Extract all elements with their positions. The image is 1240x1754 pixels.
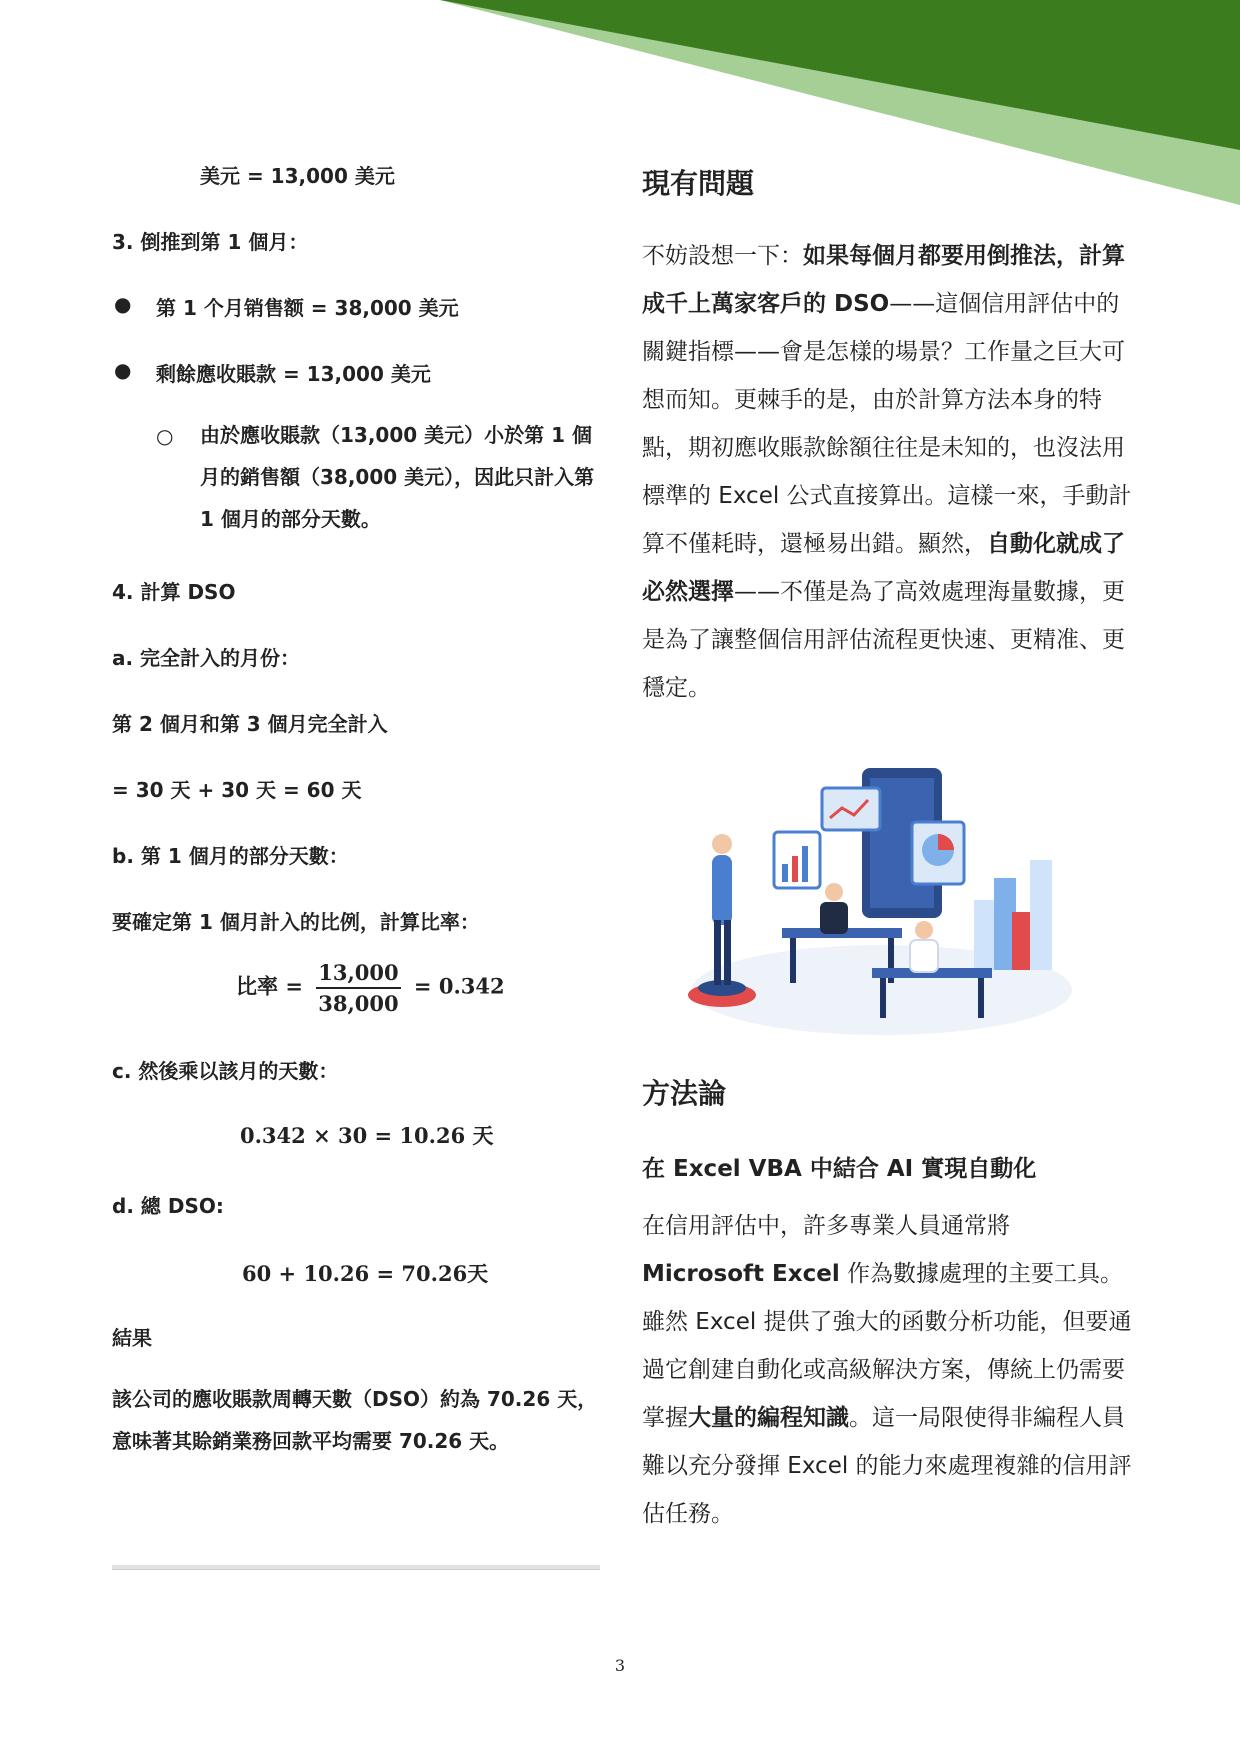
full-days-formula: = 30 天 + 30 天 = 60 天: [112, 778, 362, 802]
p1-bold-2: 自動化就成了必然選擇: [642, 531, 1125, 605]
ratio-fraction: [316, 960, 400, 1016]
p1-end: ——不僅是為了高效處理海量數據，更是為了讓整個信用評估流程更快速、更精准、更穩定。: [642, 579, 1125, 701]
usd-line: 美元 = 13,000 美元: [200, 164, 395, 188]
p1-bold-1: 如果每個月都要用倒推法，計算成千上萬家客戶的 DSO: [642, 243, 1125, 317]
page-number: 3: [614, 1656, 626, 1675]
subheading-vba-ai: 在 Excel VBA 中結合 AI 實現自動化: [642, 1156, 1037, 1182]
item-a: a. 完全計入的月份：: [112, 646, 301, 670]
ratio-intro: 要確定第 1 個月計入的比例，計算比率：: [112, 910, 480, 934]
p2-bold-2: 大量的編程知識: [688, 1405, 849, 1431]
item-c: c. 然後乘以該月的天數：: [112, 1059, 339, 1083]
bullet-dot: ●: [114, 358, 132, 382]
p2-body: 作為數據處理的主要工具。雖然 Excel 提供了強大的函數分析功能，但要通過它創建自動化或高級解決方案，傳統上仍需要掌握: [642, 1261, 1132, 1431]
ratio-formula: 比率 = $\frac{13,000}{38,000}$ = 0.342: [236, 960, 505, 1016]
circle-bullet: ○: [156, 424, 174, 448]
p1-intro: 不妨設想一下：: [642, 243, 803, 269]
result-title: 結果: [112, 1326, 152, 1350]
step-3-heading: 3. 倒推到第 1 個月：: [112, 230, 309, 254]
calc-c-formula: 0.342 × 30 = 10.26 天: [240, 1123, 494, 1148]
ratio-result: = 0.342: [413, 973, 505, 999]
sub-bullet-text: 由於應收賬款（13,000 美元）小於第 1 個月的銷售額（38,000 美元），因此只計入第 1 個月的部分天數。: [200, 423, 595, 531]
calc-d-formula: 60 + 10.26 = 70.26天: [242, 1261, 489, 1286]
heading-current-problems: 現有問題: [642, 167, 755, 200]
step-4-heading: 4. 計算 DSO: [112, 580, 236, 604]
ratio-denominator: 38,000: [318, 991, 399, 1016]
methodology-paragraph: [642, 1202, 1132, 1538]
ratio-label: 比率: [236, 974, 278, 999]
item-d: d. 總 DSO:: [112, 1194, 224, 1218]
bullet-dot: ●: [114, 292, 132, 316]
office-analytics-illustration-icon: [682, 760, 1082, 1040]
p2-bold-1: Microsoft Excel: [642, 1261, 840, 1287]
bullet-receivable: 剩餘應收賬款 = 13,000 美元: [156, 362, 431, 386]
bullet-sales: 第 1 个月销售额 = 38,000 美元: [156, 296, 459, 320]
item-b: b. 第 1 個月的部分天數：: [112, 844, 349, 868]
full-months-text: 第 2 個月和第 3 個月完全計入: [112, 712, 388, 736]
p1-body: ——這個信用評估中的關鍵指標——會是怎樣的場景？工作量之巨大可想而知。更棘手的是，由於計算方法本身的特點，期初應收賬款餘額往往是未知的，也沒法用標準的 Excel 公式直接算出。這樣一來，手動計算不僅耗時，還極易出錯。顯然，: [642, 291, 1132, 557]
result-text: 該公司的應收賬款周轉天數（DSO）約為 70.26 天，意味著其賒銷業務回款平均需要 70.26 天。: [112, 1387, 598, 1453]
ratio-numerator: 13,000: [316, 960, 400, 989]
header-banner: [0, 0, 1240, 210]
problems-paragraph: [642, 232, 1132, 712]
p2-intro: 在信用評估中，許多專業人員通常將: [642, 1213, 1010, 1239]
heading-methodology: 方法論: [642, 1077, 727, 1110]
p2-end: 。這一局限使得非編程人員難以充分發揮 Excel 的能力來處理複雜的信用評估任務。: [642, 1405, 1132, 1527]
section-divider: [112, 1565, 600, 1570]
